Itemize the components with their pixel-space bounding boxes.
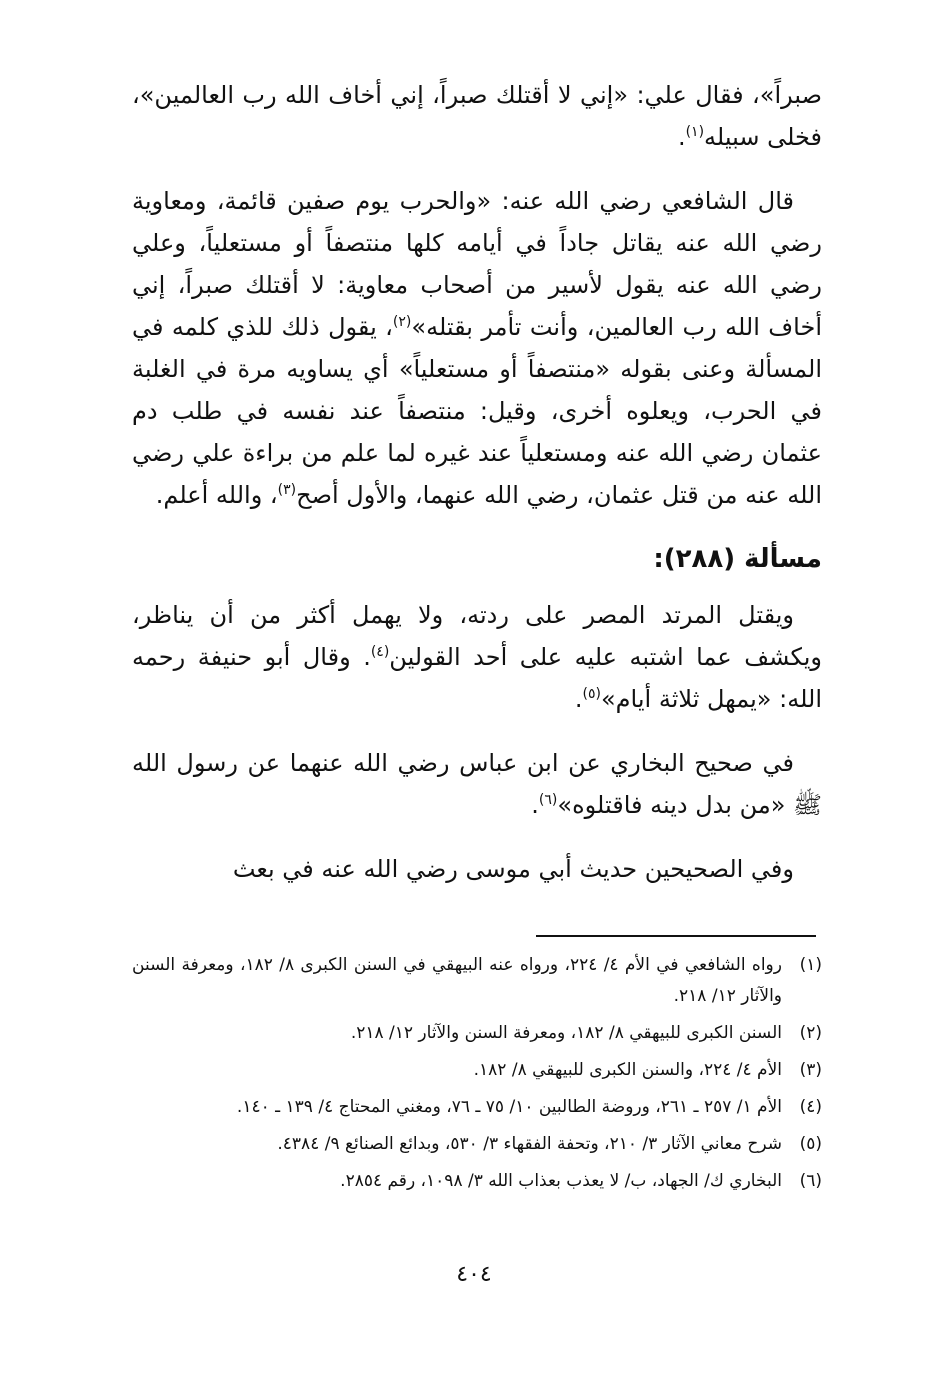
paragraph-3-part-a: ويقتل المرتد المصر على ردته، ولا يهمل أكثر من أن يناظر، ويكشف عما اشتبه عليه على أحد القولين (132, 601, 823, 671)
footnote-text: البخاري ك/ الجهاد، ب/ لا يعذب بعذاب الله ٣/ ١٠٩٨، رقم ٢٨٥٤. (340, 1171, 782, 1191)
footnote-6 (132, 1166, 822, 1197)
paragraph-1-text: صبراً»، فقال علي: «إني لا أقتلك صبراً، إني أخاف الله رب العالمين»، فخلى سبيله (132, 81, 822, 151)
footnote-1 (132, 950, 822, 1012)
footnote-text: السنن الكبرى للبيهقي ٨/ ١٨٢، ومعرفة السنن والآثار ١٢/ ٢١٨. (350, 1023, 782, 1043)
footnote-text: شرح معاني الآثار ٣/ ٢١٠، وتحفة الفقهاء ٣/ ٥٣٠، وبدائع الصنائع ٩/ ٤٣٨٤. (277, 1134, 782, 1154)
footnote-ref-6[interactable]: (٦) (538, 792, 558, 808)
paragraph-3-part-b: . وقال أبو حنيفة رحمه الله: «يمهل ثلاثة أيام» (132, 643, 822, 713)
footnote-text: الأم ٤/ ٢٢٤، والسنن الكبرى للبيهقي ٨/ ١٨٢. (473, 1060, 782, 1080)
paragraph-2-part-b: ، يقول ذلك للذي كلمه في المسألة وعنى بقوله «منتصفاً أو مستعلياً» أي يساويه مرة في الغلبة في الحرب، ويعلوه أخرى، وقيل: منتصفاً عند نفسه في طلب دم عثمان رضي الله عنه ومستعلياً عند غيره لما علم من براءة علي رضي الله عنه من قتل عثمان، رضي الله عنهما، والأول أصح (132, 313, 822, 509)
paragraph-4-end: . (531, 791, 539, 819)
footnote-ref-2[interactable]: (٢) (392, 314, 412, 330)
footnote-ref-1[interactable]: (١) (685, 124, 705, 140)
footnote-ref-4[interactable]: (٤) (370, 644, 390, 660)
footnote-number: (٣) (799, 1060, 822, 1080)
paragraph-1 (132, 74, 822, 158)
main-text (132, 74, 822, 912)
footnote-number: (٦) (799, 1171, 822, 1191)
footnote-text: رواه الشافعي في الأم ٤/ ٢٢٤، ورواه عنه البيهقي في السنن الكبرى ٨/ ١٨٢، ومعرفة السنن والآثار ١٢/ ٢١٨. (132, 955, 782, 1006)
footnote-ref-3[interactable]: (٣) (277, 482, 297, 498)
footnote-3 (132, 1055, 822, 1086)
page-number: ٤٠٤ (456, 1262, 492, 1287)
footnote-5 (132, 1129, 822, 1160)
issue-heading: مسألة (٢٨٨): (653, 544, 822, 574)
footnote-ref-5[interactable]: (٥) (582, 686, 601, 702)
paragraph-2-part-c: ، والله أعلم. (155, 481, 278, 509)
footnotes (132, 950, 822, 1203)
footnote-number: (٥) (799, 1134, 822, 1154)
paragraph-4-part-a: في صحيح البخاري عن ابن عباس رضي الله عنهما عن رسول الله ﷺ «من بدل دينه فاقتلوه» (132, 749, 822, 819)
footnote-number: (١) (799, 955, 822, 975)
paragraph-2 (132, 180, 822, 516)
paragraph-4 (132, 742, 822, 826)
paragraph-1-end: . (677, 123, 686, 151)
footnote-number: (٢) (799, 1023, 822, 1043)
footnote-separator (536, 935, 816, 937)
paragraph-5: وفي الصحيحين حديث أبي موسى رضي الله عنه في بعث (232, 855, 794, 883)
footnote-number: (٤) (799, 1097, 822, 1117)
footnote-4 (132, 1092, 822, 1123)
footnote-2 (132, 1018, 822, 1049)
footnote-text: الأم ١/ ٢٥٧ ـ ٢٦١، وروضة الطالبين ١٠/ ٧٥ ـ ٧٦، ومغني المحتاج ٤/ ١٣٩ ـ ١٤٠. (236, 1097, 782, 1117)
paragraph-3-part-c: . (574, 685, 583, 713)
paragraph-2-part-a: قال الشافعي رضي الله عنه: «والحرب يوم صفين قائمة، ومعاوية رضي الله عنه يقاتل جاداً في أيامه كلها منتصفاً أو مستعلياً، وعلي رضي الله عنه يقول لأسير من أصحاب معاوية: لا أقتلك صبراً، إني أخاف الله رب العالمين، وأنت تأمر بقتله» (132, 187, 822, 341)
paragraph-3 (132, 594, 822, 720)
